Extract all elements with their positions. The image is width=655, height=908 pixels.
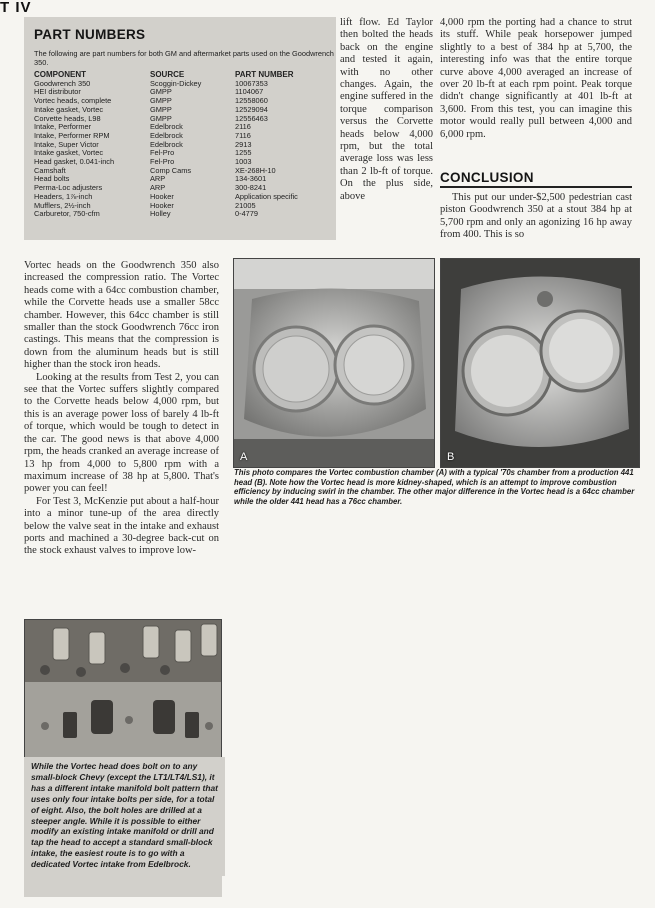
component-cell: Intake, Performer: [34, 122, 92, 132]
left-column: [24, 260, 219, 558]
sidebar-intro: The following are part numbers for both GM and aftermarket parts used on the Goodwrench 350.: [34, 49, 334, 67]
body-text: lift flow. Ed Taylor then bolted the heads back on the engine and tested it again, with no other changes. Again, the engine suffered in the torque comparison versus the Corvette heads below 4,000 rpm, but the total average loss was less than 2 lb-ft of torque. On the plus side, above: [340, 17, 433, 202]
component-cell: Intake, Performer RPM: [34, 130, 110, 140]
source-cell: GMPP: [150, 87, 172, 97]
source-cell: Edelbrock: [150, 122, 183, 132]
photo-label-b: B: [447, 451, 455, 463]
part-number-cell: 0-4779: [235, 209, 259, 219]
component-cell: Carburetor, 750-cfm: [34, 209, 100, 219]
part-number-cell: 2116: [235, 122, 251, 132]
component-cell: Headers, 1⅞-inch: [34, 191, 93, 201]
table-row: [34, 210, 298, 219]
component-cell: Corvette heads, L98: [34, 113, 101, 123]
component-cell: HEI distributor: [34, 87, 81, 97]
part-number-cell: XE-268H-10: [235, 165, 276, 175]
component-cell: Head bolts: [34, 174, 70, 184]
part-number-cell: 1003: [235, 157, 252, 167]
component-cell: Intake gasket, Vortec: [34, 148, 104, 158]
source-cell: Edelbrock: [150, 130, 183, 140]
body-text: 4,000 rpm the porting had a chance to strut its stuff. While peak horsepower jumped slightly to a best of 384 hp at 5,700, the interesting info was that the entire torque curve above 4,000 averaged an increase of over 20 lb-ft at each rpm point. Peak torque didn't change significantly at 401 lb-ft at 3,600. From this test, you can imagine this motor would really pull between 4,000 and 6,000 rpm.: [440, 17, 632, 140]
component-cell: Mufflers, 2½-inch: [34, 200, 91, 210]
component-cell: Perma-Loc adjusters: [34, 183, 103, 193]
part-number-cell: 300-8241: [235, 183, 267, 193]
source-cell: Hooker: [150, 200, 174, 210]
photo-441-chamber: [440, 258, 640, 468]
part-number-cell: 2913: [235, 139, 252, 149]
body-paragraph: Looking at the results from Test 2, you can see that the Vortec suffers slightly compared to the Corvette heads below 4,000 rpm, but this is an average power loss of barely 4 lb-ft of torque, which would be tough to detect in the car. The good news is that above 4,000 rpm, the heads cranked an average increase of 13 hp from 4,000 to 5,800 rpm with a maximum increase of 38 hp at 5,800. That's power you can feel!: [24, 371, 219, 495]
source-cell: Holley: [150, 209, 171, 219]
source-cell: Hooker: [150, 191, 174, 201]
caption-vortec-head: While the Vortec head does bolt on to any small-block Chevy (except the LT1/LT4/LS1), it has a different intake manifold bolt pattern that uses only four intake bolts per side, for a total of eight. Also, the bolt holes are drilled at a steeper angle. While it is possible to either modify an existing intake manifold or drill and tap the head to accept a standard small-block intake, the easiest route is to go with a dedicated Vortec intake from Edelbrock.: [27, 757, 225, 876]
part-number-cell: 21005: [235, 200, 256, 210]
right-column-top: [440, 17, 632, 141]
combustion-chamber-b-image: [441, 259, 639, 467]
part-number-cell: 134-3601: [235, 174, 267, 184]
photo-vortec-head: [24, 619, 222, 758]
conclusion-column: [440, 192, 632, 242]
part-numbers-table: [34, 71, 298, 219]
middle-column-top: [340, 17, 433, 203]
caption-chamber-comparison: This photo compares the Vortec combustion chamber (A) with a typical '70s chamber from a production 441 head (B). Note how the Vortec head is more kidney-shaped, which is an attempt to improve combustion efficiency by inducing swirl in the chamber. The other major difference in the Vortec head is a 64cc chamber while the older 441 head has a 76cc chamber.: [234, 468, 635, 506]
component-cell: Intake gasket, Vortec: [34, 104, 104, 114]
photo-label-a: A: [240, 451, 248, 463]
source-cell: GMPP: [150, 104, 172, 114]
source-cell: Fel-Pro: [150, 157, 175, 167]
part-number-cell: 1104067: [235, 87, 264, 97]
combustion-chamber-a-image: [234, 259, 434, 467]
component-cell: Camshaft: [34, 165, 66, 175]
part-number-cell: 1255: [235, 148, 252, 158]
column-header: COMPONENT: [34, 70, 86, 79]
component-cell: Intake, Super Victor: [34, 139, 99, 149]
section-header: T IV: [0, 0, 32, 16]
column-header: SOURCE: [150, 70, 185, 79]
part-number-cell: 12556463: [235, 113, 268, 123]
component-cell: Head gasket, 0.041-inch: [34, 157, 115, 167]
source-cell: Comp Cams: [150, 165, 192, 175]
source-cell: Fel-Pro: [150, 148, 175, 158]
part-number-cell: 7116: [235, 130, 251, 140]
body-paragraph: For Test 3, McKenzie put about a half-hour into a minor tune-up of the area directly below the valve seat in the intake and exhaust ports and machined a 30-degree back-cut on the stock exhaust valves to improve low-: [24, 495, 219, 557]
cylinder-head-image: [25, 620, 221, 757]
conclusion-heading: CONCLUSION: [440, 170, 632, 188]
source-cell: Scoggin-Dickey: [150, 78, 202, 88]
column-header: PART NUMBER: [235, 70, 294, 79]
part-numbers-sidebar: [24, 17, 336, 240]
source-cell: GMPP: [150, 113, 172, 123]
source-cell: ARP: [150, 174, 166, 184]
part-number-cell: 12529094: [235, 104, 268, 114]
part-number-cell: Application specific: [235, 191, 298, 201]
body-text: This put our under-$2,500 pedestrian cast piston Goodwrench 350 at a stout 384 hp at 5,700 rpm and only an agonizing 16 hp away from 400. This is so: [440, 192, 632, 241]
part-number-cell: 10067353: [235, 78, 268, 88]
photo-vortec-chamber: [233, 258, 435, 468]
component-cell: Vortec heads, complete: [34, 96, 112, 106]
source-cell: GMPP: [150, 96, 172, 106]
sidebar-title: PART NUMBERS: [34, 27, 146, 42]
source-cell: ARP: [150, 183, 166, 193]
component-cell: Goodwrench 350: [34, 78, 91, 88]
part-number-cell: 12558060: [235, 96, 268, 106]
body-paragraph: Vortec heads on the Goodwrench 350 also increased the compression ratio. The Vortec heads come with a 64cc combustion chamber, while the Corvette heads use a smaller 58cc chamber. However, this 64cc chamber is still smaller than the stock Goodwrench 76cc iron castings. This means that the compression is down from the aluminum heads but is still higher than the stock iron heads.: [24, 260, 219, 371]
source-cell: Edelbrock: [150, 139, 183, 149]
